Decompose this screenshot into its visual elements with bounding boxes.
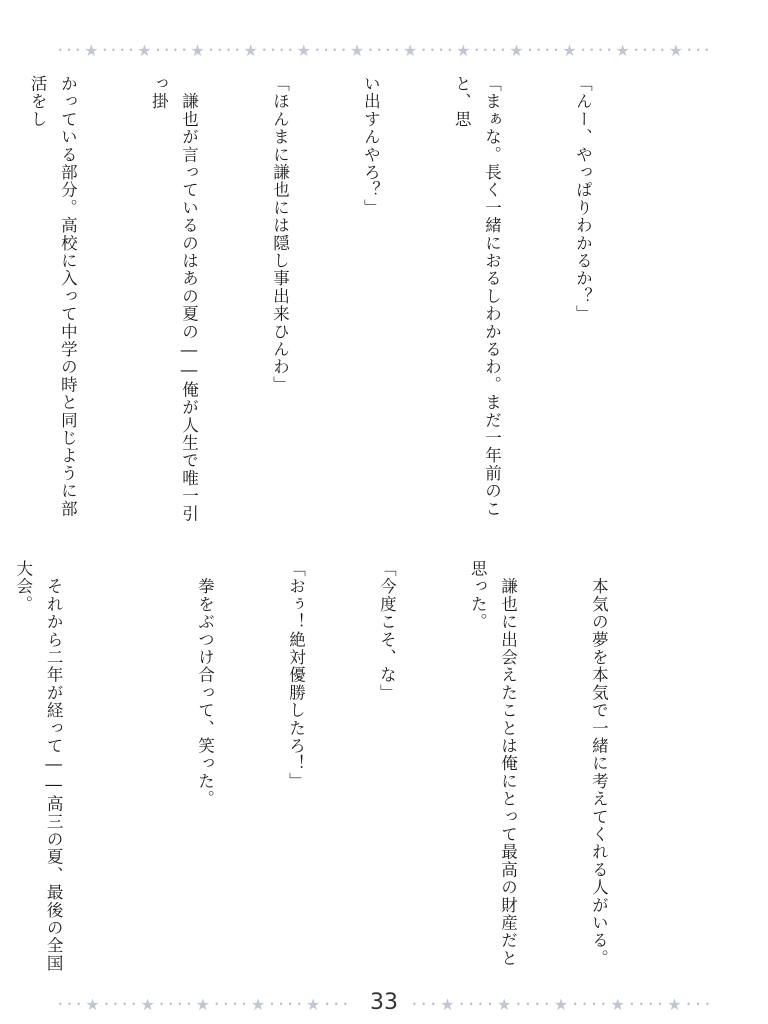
text-line: 謙也が言っているのはあの夏の――俺が人生で唯一引っ掛 <box>149 75 199 523</box>
text-line: 拳をぶつけ合って、笑った。 <box>195 560 215 808</box>
text-line: 「んー、やっぱりわかるか？」 <box>573 75 593 323</box>
bottom-star-border-left: • • • ★ • • • • ★ • • • • ★ • • • • ★ • • • • ★ • • • <box>58 995 348 1014</box>
text-line: 謙也に出会えたことは俺にとって最高の財産だと思った。 <box>468 560 518 968</box>
text-line: 「ほんまに謙也には隠し事出来ひんわ」 <box>270 75 290 394</box>
text-line: 本気の夢を本気で一緒に考えてくれる人がいる。 <box>589 560 609 968</box>
text-line: 「おぅ！絶対優勝したろ！」 <box>286 560 306 791</box>
bottom-star-border-right: • • • ★ • • • • ★ • • • • ★ • • • • ★ • • • • ★ • • • <box>412 995 710 1014</box>
lower-text-block <box>13 560 674 980</box>
upper-text-block <box>28 75 658 525</box>
text-line: それから二年が経って――高三の夏、最後の全国大会。 <box>13 560 64 973</box>
page-number: 33 <box>370 990 398 1015</box>
text-line: 「今度こそ、な」 <box>377 560 397 702</box>
text-line: い出すんやろ？」 <box>361 75 381 217</box>
top-star-border: • • • ★ • • • • ★ • • • • ★ • • • • ★ • • • • ★ • • • • ★ • • • • ★ • • • • ★ • • • • ★ • • • • ★ • • • • ★ • • • • ★ • • • <box>58 41 710 60</box>
text-line: 「まぁな。長く一緒におるしわかるわ。まだ一年前のこと、思 <box>452 75 502 518</box>
text-line: かっている部分。高校に入って中学の時と同じように部活をし <box>28 75 78 518</box>
